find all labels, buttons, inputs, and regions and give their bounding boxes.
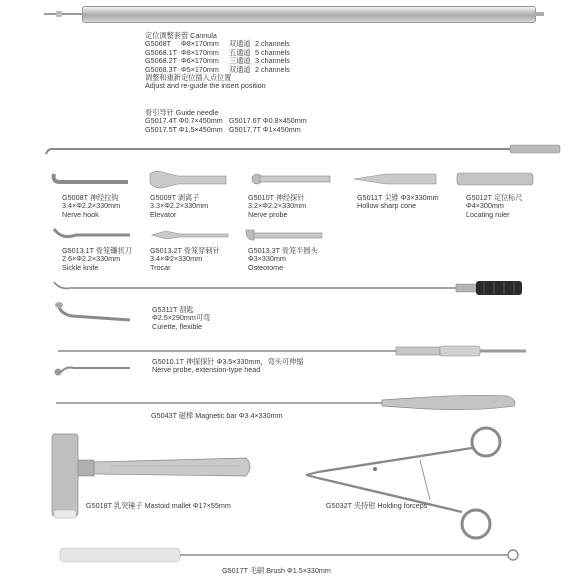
elevator-tip-image — [148, 168, 228, 190]
locating-ruler-tip-image — [455, 168, 535, 190]
magnetic-bar-image — [52, 392, 522, 414]
osteotome-tip-image — [244, 226, 324, 244]
cannula-text — [145, 32, 290, 91]
curette-image — [48, 276, 528, 300]
guide-needle-text — [145, 109, 307, 134]
curette-label: G5311T 刮匙 Φ2.5×290mm可弯 Curette, flexible — [152, 305, 211, 331]
cannula-note-cn: 调整和重新定位插入点位置 — [145, 73, 232, 83]
guide-needle-title: 骨引导针 Guide needle — [145, 108, 219, 117]
nerve-hook-long-image — [40, 140, 540, 160]
magnetic-bar-label: G5043T 磁棒 Magnetic bar Φ3.4×330mm — [151, 411, 283, 420]
guide-needle-item: G5017.7T Φ1×450mm — [229, 124, 301, 134]
nerve-probe-extension-label: G5010.1T 神探探针 Φ3.5×330mm，弯头可伸缩 Nerve probe, extension-type head — [152, 357, 304, 375]
cannula-row: G5068.3T Φ5×170mm 双通道 2 channels — [145, 64, 290, 74]
sharp-cone-tip-image — [352, 168, 438, 190]
brush-image — [58, 545, 520, 565]
sickle-knife-tip-image — [52, 226, 132, 244]
trocar-tip-image — [150, 226, 230, 244]
sickle-knife-label: G5013.1T 骨笼镰状刀 2.6×Φ2.2×330mm Sickle knife — [62, 246, 132, 272]
holding-forceps-image — [300, 420, 520, 550]
guide-needle-item: G5017.5T Φ1.5×450mm — [145, 124, 223, 134]
elevator-label: G5009T 剥离子 3.3×Φ2.2×330mm Elevator — [150, 193, 209, 219]
trocar-label: G5013.2T 骨笼穿刺针 3.4×Φ2×330mm Trocar — [150, 246, 220, 272]
nerve-probe-label: G5010T 神经探针 3.2×Φ2.2×330mm Nerve probe — [248, 193, 307, 219]
guide-needle-item: G5017.4T Φ0.7×450mm — [145, 116, 223, 126]
cannula-row: G5068.1T Φ8×170mm 五通道 5 channels — [145, 47, 290, 57]
holding-forceps-label: G5032T 夹持钳 Holding forceps — [326, 501, 428, 510]
cannula-image — [44, 4, 544, 24]
nerve-probe-extension-tip-image — [52, 360, 132, 380]
sharp-cone-label: G5011T 尖锥 Φ3×330mm Hollow sharp cone — [357, 193, 439, 211]
cannula-note-en: Adjust and re-guide the insert position — [145, 81, 266, 91]
locating-ruler-label: G5012T 定位标尺 Φ4×300mm Locating ruler — [466, 193, 523, 219]
osteotome-label: G5013.3T 骨笼半圆头 Φ3×330mm Osteotome — [248, 246, 318, 272]
nerve-hook-tip-image — [50, 170, 130, 190]
cannula-title: 定位调整套管 Cannula — [145, 31, 217, 40]
mastoid-mallet-label: G5018T 乳突锤子 Mastoid mallet Φ17×55mm — [86, 501, 231, 510]
brush-label: G5017T 毛刷 Brush Φ1.5×330mm — [222, 566, 331, 575]
cannula-row: G5068T Φ8×170mm 双通道 2 channels — [145, 39, 290, 49]
guide-needle-item: G5017.6T Φ0.8×450mm — [229, 116, 307, 126]
cannula-row: G5068.2T Φ6×170mm 三通道 3 channels — [145, 56, 290, 66]
nerve-hook-label: G5008T 神经拉钩 3.4×Φ2.2×330mm Nerve hook — [62, 193, 121, 219]
nerve-probe-tip-image — [250, 168, 330, 190]
curette-tip-image — [52, 300, 132, 326]
